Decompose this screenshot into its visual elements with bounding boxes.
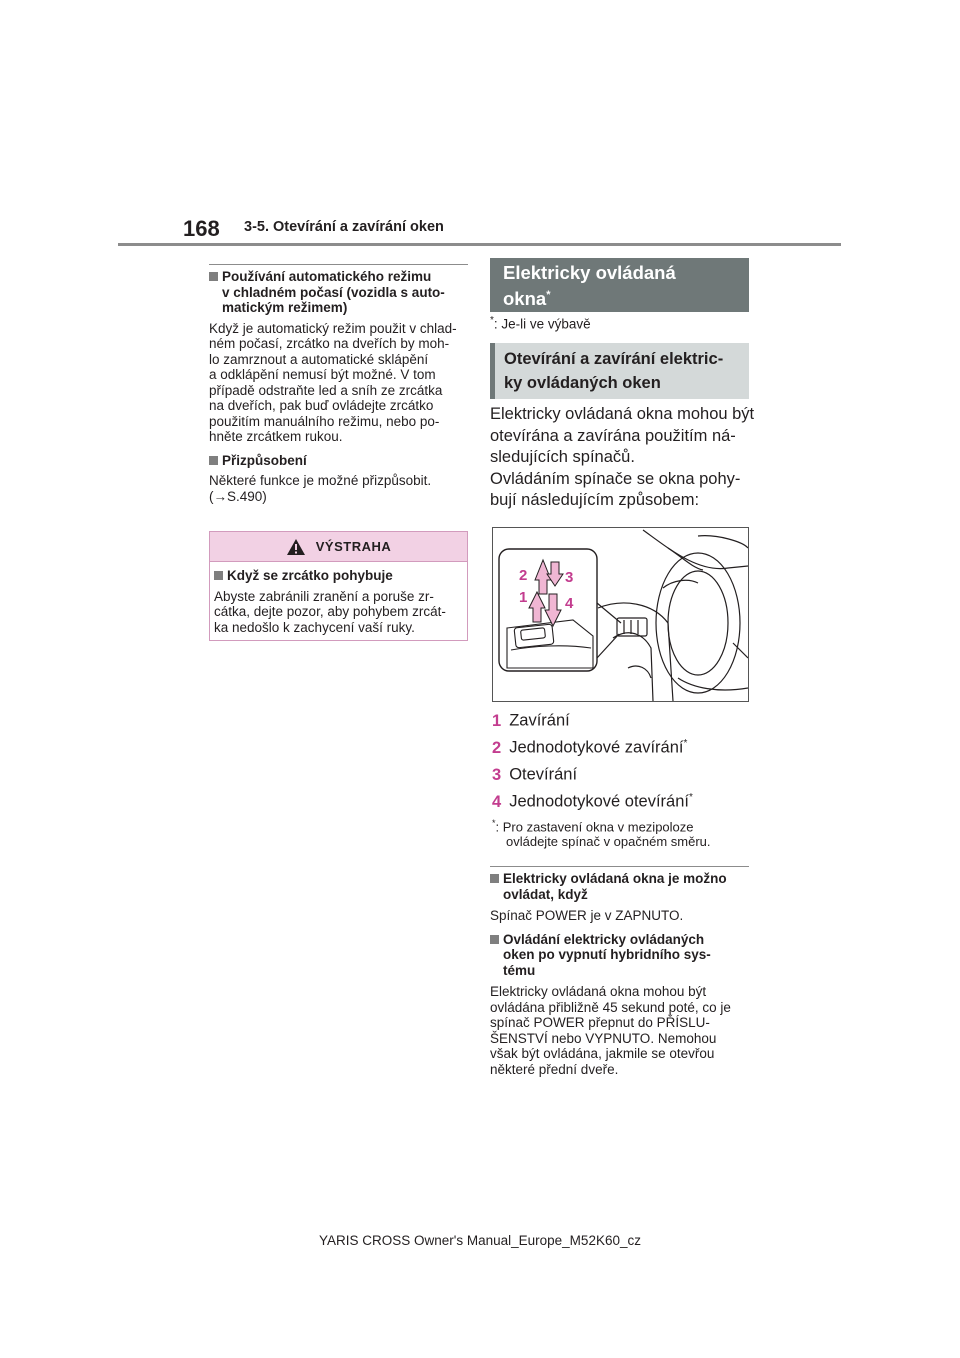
figure-label-4: 4 [565,595,574,612]
auto-mode-body: Když je automatický režim použit v chlad- ném počasí, zrcátko na dveřích by moh- lo zamrznout a automatické sklápění a odklápění nemusí být možné. V tom případě odstraňte led a sníh ze zrcátka na dveřích, pak buď ovládejte zrcátko použitím manuálního režimu, nebo po- hněte zrcátkem rukou. [209,320,457,444]
figure-label-2: 2 [519,567,528,584]
square-bullet-icon [490,935,499,944]
warning-box [209,531,468,641]
warning-content [210,562,467,635]
list-item: 2 Jednodotykové zavírání* [492,738,688,757]
list-note: *: Pro zastavení okna v mezipoloze ovládejte spínač v opačném směru. [492,818,711,850]
banner-title: Elektricky ovládaná okna* [503,262,676,310]
page-number: 168 [183,216,220,241]
intro-paragraph: Elektricky ovládaná okna mohou být otevírána a zavírána použitím ná- sledujících spínačů. Ovládáním spínače se okna pohy- bují následujícím způsobem: [490,405,755,509]
sub-banner-title: Otevírání a zavírání elektric- ky ovládaných oken [504,350,724,392]
window-switch-drawing [493,528,748,701]
square-bullet-icon [209,272,218,281]
section-divider [490,866,749,867]
warning-body: Abyste zabránili zranění a poruše zr- cátka, dejte pozor, aby pohybem zrcát- ka nedošlo k zachycení vaší ruky. [214,588,446,635]
footnote: *: Je-li ve výbavě [490,315,591,332]
square-bullet-icon [490,874,499,883]
sub-banner-bar [490,343,495,399]
customization-body: Některé funkce je možné přizpůsobit. (→S.490) [209,473,471,504]
operation-list [492,706,752,814]
sub-banner [490,343,749,399]
warning-triangle-icon [286,538,306,556]
figure-label-3: 3 [565,569,574,586]
auto-mode-section [209,269,471,504]
header-rule [118,243,841,246]
page-footer: YARIS CROSS Owner's Manual_Europe_M52K60_cz [319,1233,641,1248]
warning-title: VÝSTRAHA [315,539,392,554]
page-reference-link[interactable]: (→S.490) [209,488,267,504]
section-divider [209,264,468,265]
list-item: 1 Zavírání [492,711,570,730]
customization-heading: Přizpůsobení [209,453,471,469]
list-item: 3 Otevírání [492,765,578,784]
list-item: 4 Jednodotykové otevírání* [492,792,693,811]
after-shutdown-heading: Ovládání elektricky ovládaných oken po vypnutí hybridního sys- tému [490,932,752,979]
figure-label-1: 1 [519,589,528,606]
window-switch-illustration [492,527,749,702]
section-banner [490,258,749,312]
after-shutdown-body: Elektricky ovládaná okna mohou být ovládána přibližně 45 sekund poté, co je spínač POWER přepnut do PŘÍSLU- ŠENSTVÍ nebo VYPNUTO. Nemohou však být ovládána, jakmile se otevřou některé přední dveře. [490,984,731,1077]
warning-heading: Když se zrcátko pohybuje [214,568,461,584]
operate-heading: Elektricky ovládaná okna je možno ovládat, když [490,871,752,902]
square-bullet-icon [209,456,218,465]
operation-conditions: Elektricky ovládaná okna je možno ovládat, když Spínač POWER je v ZAPNUTO. Ovládání elektricky ovládaných oken po vypnutí hybridního sys- tému Elektricky ovládaná okna mohou být ovládána přibližně 45 sekund poté, co je spínač POWER přepnut do PŘÍSLU- ŠENSTVÍ nebo VYPNUTO. Nemohou však být ovládána, jakmile se otevřou některé přední dveře. [490,871,752,1077]
auto-mode-heading: Používání automatického režimu v chladném počasí (vozidla s auto- matickým režimem) [209,269,471,316]
warning-header [210,532,467,562]
section-title: 3-5. Otevírání a zavírání oken [244,219,444,235]
square-bullet-icon [214,571,223,580]
